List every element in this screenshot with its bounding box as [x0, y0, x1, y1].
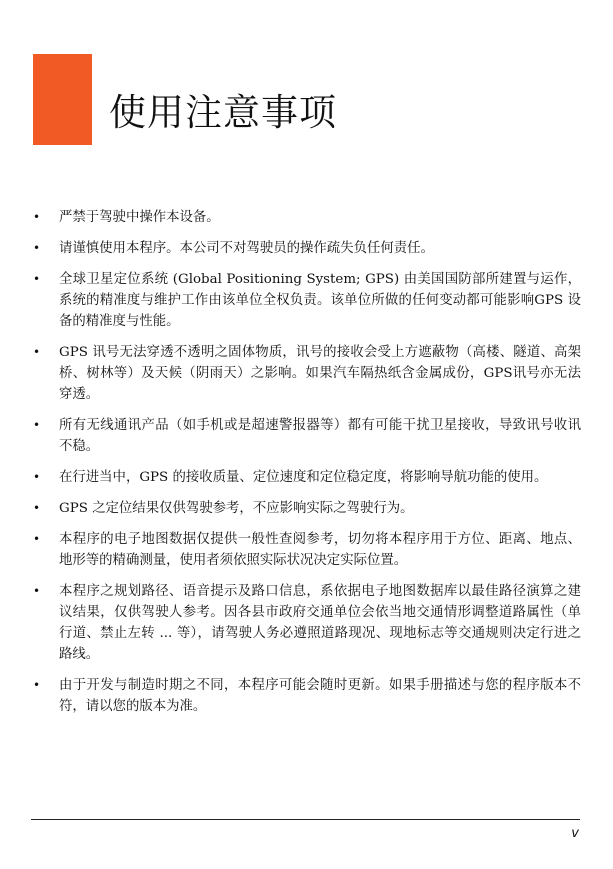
list-item — [33, 342, 581, 405]
page-title: 使用注意事项 — [109, 91, 337, 134]
list-item — [33, 581, 581, 665]
list-item — [33, 415, 581, 457]
list-item — [33, 675, 581, 717]
list-item — [33, 238, 581, 259]
title-accent-block — [33, 54, 92, 145]
list-item — [33, 467, 581, 488]
bullet-icon: • — [33, 532, 41, 546]
notes-list — [33, 207, 581, 727]
list-item-text: 所有无线通讯产品（如手机或是超速警报器等）都有可能干扰卫星接收，导致讯号收讯不稳。 — [59, 418, 581, 454]
bullet-icon: • — [33, 418, 41, 432]
bullet-icon: • — [33, 584, 41, 598]
list-item-text: 严禁于驾驶中操作本设备。 — [59, 210, 220, 225]
list-item-text: 请谨慎使用本程序。本公司不对驾驶员的操作疏失负任何责任。 — [59, 241, 434, 256]
list-item-text: GPS 讯号无法穿透不透明之固体物质，讯号的接收会受上方遮蔽物（高楼、隧道、高架桥、树林等）及天候（阴雨天）之影响。如果汽车隔热纸含金属成份，GPS讯号亦无法穿透。 — [59, 345, 581, 402]
bullet-icon: • — [33, 210, 41, 224]
list-item-text: 本程序的电子地图数据仅提供一般性查阅参考，切勿将本程序用于方位、距离、地点、地形等的精确测量，使用者须依照实际状况决定实际位置。 — [59, 532, 581, 568]
bullet-icon: • — [33, 272, 41, 286]
list-item — [33, 529, 581, 571]
list-item-text: 全球卫星定位系统 (Global Positioning System; GPS) 由美国国防部所建置与运作，系统的精准度与维护工作由该单位全权负责。该单位所做的任何变动都可能影响GPS 设备的精准度与性能。 — [59, 272, 581, 329]
list-item-text: 本程序之规划路径、语音提示及路口信息，系依据电子地图数据库以最佳路径演算之建议结果，仅供驾驶人参考。因各县市政府交通单位会依当地交通情形调整道路属性（单行道、禁止左转 ... 等），请驾驶人务必遵照道路现况、现地标志等交通规则决定行进之路线。 — [59, 584, 581, 662]
bullet-icon: • — [33, 470, 41, 484]
bullet-icon: • — [33, 241, 41, 255]
bullet-icon: • — [33, 501, 41, 515]
footer-divider — [31, 819, 580, 820]
list-item-text: 由于开发与制造时期之不同，本程序可能会随时更新。如果手册描述与您的程序版本不符，请以您的版本为准。 — [59, 678, 581, 714]
bullet-icon: • — [33, 345, 41, 359]
list-item — [33, 498, 581, 519]
list-item-text: GPS 之定位结果仅供驾驶参考，不应影响实际之驾驶行为。 — [59, 501, 414, 516]
list-item — [33, 207, 581, 228]
list-item — [33, 269, 581, 332]
bullet-icon: • — [33, 678, 41, 692]
list-item-text: 在行进当中，GPS 的接收质量、定位速度和定位稳定度，将影响导航功能的使用。 — [59, 470, 548, 485]
page-number: v — [571, 826, 579, 841]
